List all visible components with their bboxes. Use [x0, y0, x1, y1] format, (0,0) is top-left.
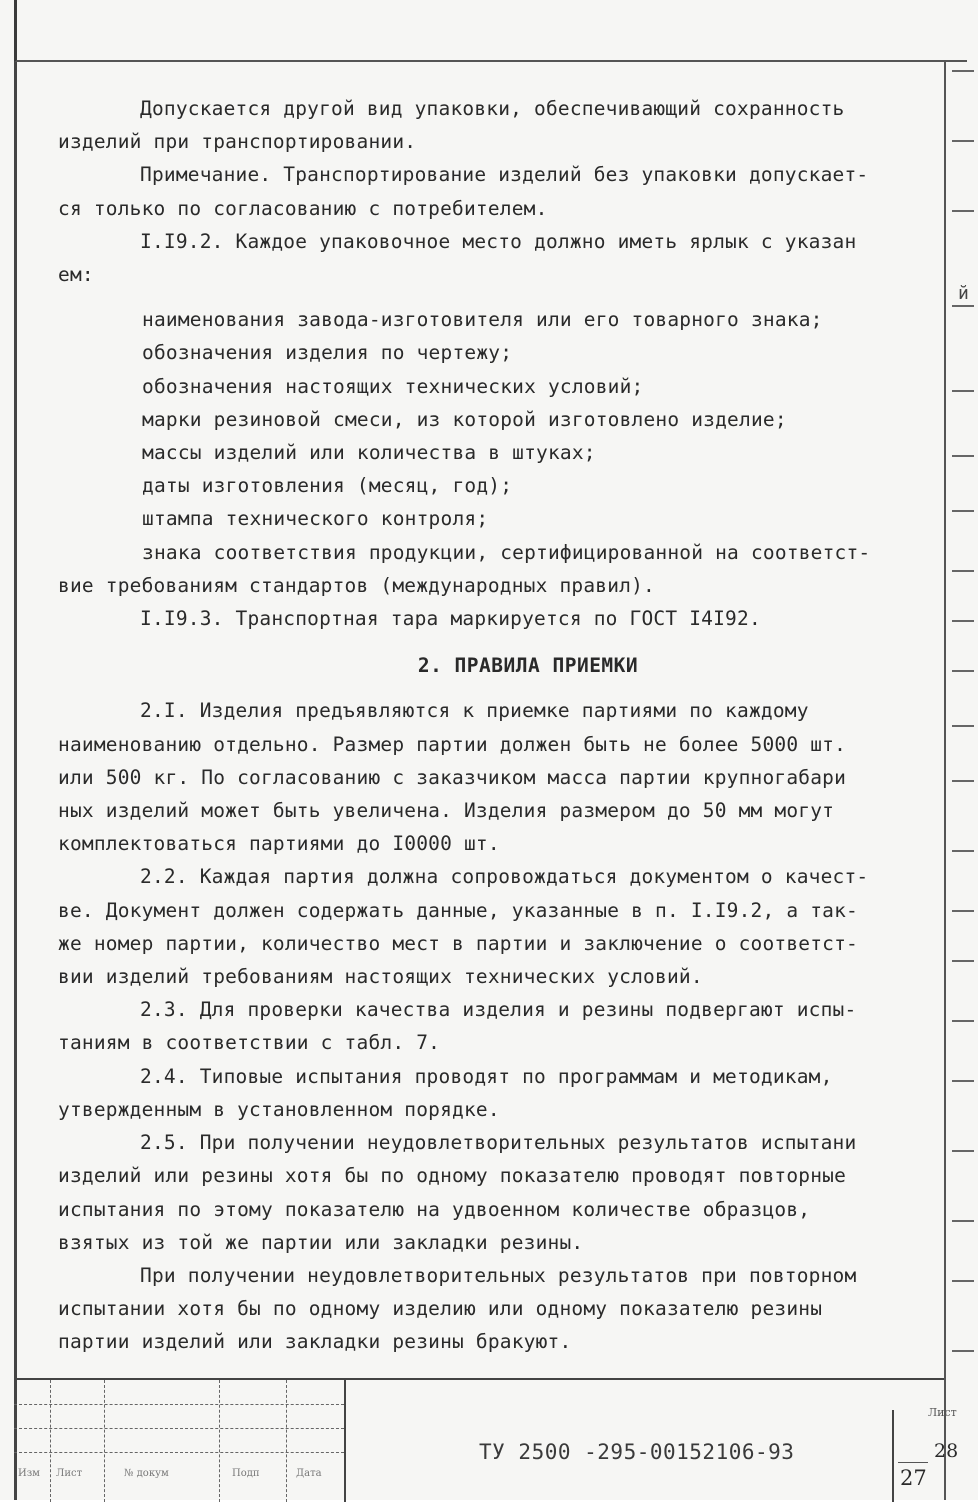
page-number: 27 — [900, 1466, 927, 1490]
list-item: обозначения настоящих технических условий; — [142, 374, 644, 398]
text-line: наименованию отдельно. Размер партии должен быть не более 5000 шт. — [58, 732, 847, 756]
text-line: Примечание. Транспортирование изделий без упаковки допускает- — [140, 163, 869, 187]
body-text — [58, 92, 938, 1359]
col-label: Изм — [18, 1468, 40, 1479]
frame-right-border — [944, 60, 946, 1500]
text-line: Допускается другой вид упаковки, обеспечивающий сохранность — [140, 97, 845, 120]
edge-letter: й — [958, 283, 969, 304]
text-line: При получении неудовлетворительных результатов при повторном — [140, 1263, 857, 1287]
title-block — [14, 1378, 944, 1502]
text-line: ся только по согласованию с потребителем. — [58, 196, 548, 220]
text-line: ных изделий может быть увеличена. Изделия размером до 50 мм могут — [58, 799, 835, 823]
list-item: массы изделий или количества в штуках; — [142, 441, 596, 465]
text-line: вии изделий требованиям настоящих технических условий. — [58, 965, 703, 989]
text-line: I.I9.3. Транспортная тара маркируется по ГОСТ I4I92. — [140, 607, 761, 631]
text-line: взятых из той же партии или закладки резины. — [58, 1230, 584, 1254]
text-line: 2.5. При получении неудовлетворительных результатов испытани — [140, 1131, 857, 1155]
text-line: таниям в соответствии с табл. 7. — [58, 1031, 441, 1055]
sheet-label: Лист — [928, 1406, 957, 1419]
text-line: 2.2. Каждая партия должна сопровождаться документом о качест- — [140, 865, 869, 889]
list-item: знака соответствия продукции, сертифицированной на соответст- — [142, 540, 871, 564]
list-item: обозначения изделия по чертежу; — [142, 341, 513, 365]
frame-left-border — [14, 0, 17, 1500]
col-label: Лист — [56, 1468, 83, 1479]
text-line: вие требованиям стандартов (международных правил). — [58, 573, 655, 597]
list-item: марки резиновой смеси, из которой изготовлено изделие; — [142, 407, 787, 431]
text-line: утвержденным в установленном порядке. — [58, 1097, 500, 1121]
text-line: 2.3. Для проверки качества изделия и резины подвергают испы- — [140, 998, 857, 1022]
text-line: испытания по этому показателю на удвоенном количестве образцов, — [58, 1197, 811, 1221]
revision-grid — [14, 1380, 346, 1502]
text-line: 2.I. Изделия предъявляются к приемке партиями по каждому — [140, 699, 809, 723]
list-item: наименования завода-изготовителя или его товарного знака; — [142, 308, 823, 332]
document-code: ТУ 2500 -295-00152106-93 — [479, 1440, 795, 1464]
text-line: испытании хотя бы по одному изделию или одному показателю резины — [58, 1297, 823, 1321]
text-line: комплектоваться партиями до I0000 шт. — [58, 832, 500, 856]
section-heading: 2. ПРАВИЛА ПРИЕМКИ — [417, 654, 639, 678]
text-line: 2.4. Типовые испытания проводят по программам и методикам, — [140, 1064, 833, 1088]
list-item: штампа технического контроля; — [142, 507, 489, 531]
col-label: Подп — [232, 1468, 260, 1479]
text-line: I.I9.2. Каждое упаковочное место должно иметь ярлык с указан — [140, 229, 857, 253]
text-line: или 500 кг. По согласованию с заказчиком масса партии крупногабари — [58, 765, 847, 789]
text-line: партии изделий или закладки резины бракуют. — [58, 1330, 572, 1354]
text-line: ве. Документ должен содержать данные, указанные в п. I.I9.2, а так- — [58, 898, 858, 922]
col-label: Дата — [296, 1468, 322, 1479]
frame-top-border — [14, 0, 967, 62]
sheet-number: 28 — [934, 1440, 959, 1462]
text-line: же номер партии, количество мест в партии и заключение о соответст- — [58, 931, 858, 955]
list-item: даты изготовления (месяц, год); — [142, 474, 513, 498]
text-line: изделий при транспортировании. — [58, 130, 417, 154]
text-line: изделий или резины хотя бы по одному показателю проводят повторные — [58, 1164, 847, 1188]
text-line: ем: — [58, 263, 94, 287]
col-label: № докум — [124, 1468, 169, 1479]
page-divider — [898, 1462, 928, 1463]
edge-tick-marks — [952, 60, 978, 1400]
